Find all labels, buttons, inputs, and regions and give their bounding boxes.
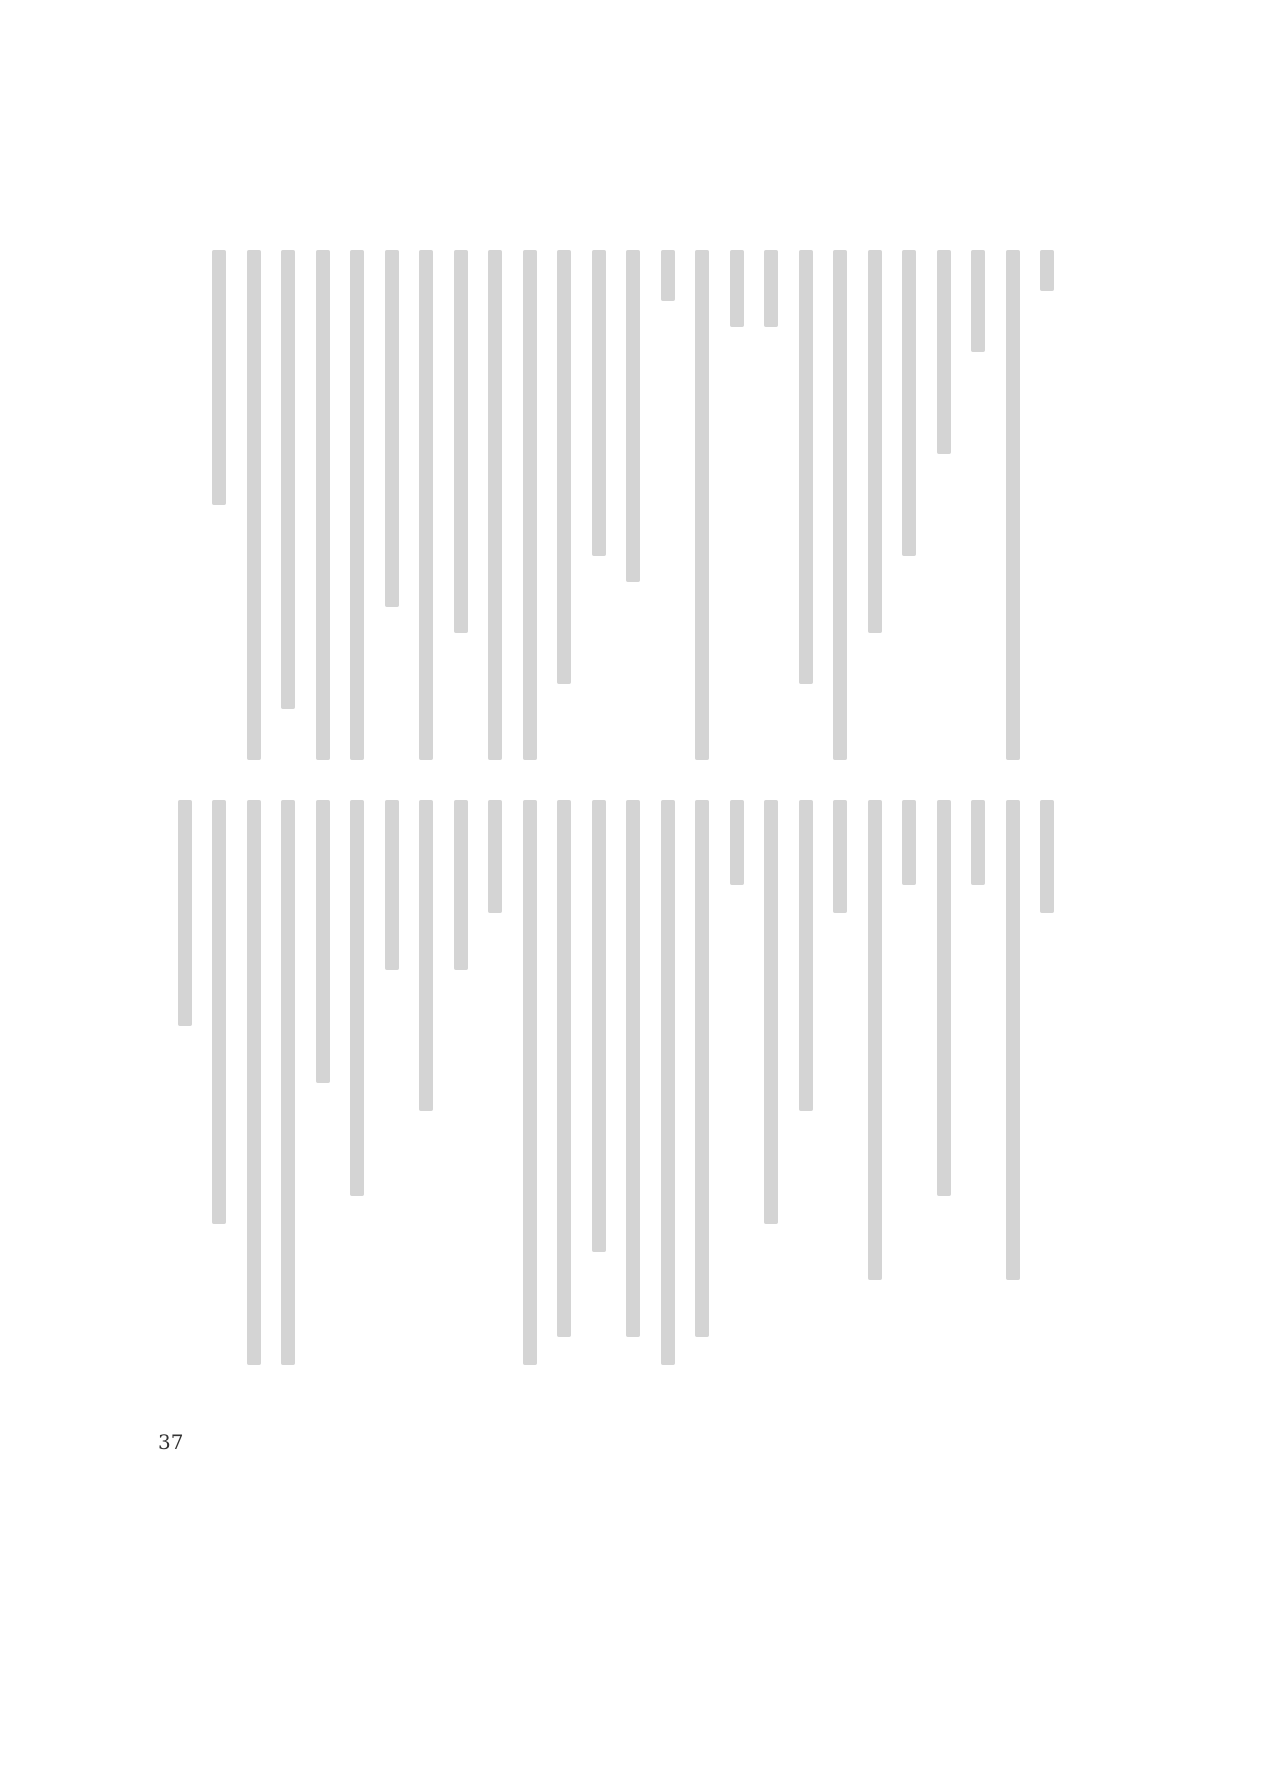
- text-column-placeholder: [247, 250, 261, 760]
- text-column-placeholder: [419, 250, 433, 760]
- text-column-placeholder: [868, 250, 882, 633]
- text-column-placeholder: [281, 250, 295, 709]
- text-column-placeholder: [833, 250, 847, 760]
- text-column-placeholder: [557, 250, 571, 684]
- text-column-placeholder: [730, 250, 744, 327]
- text-column-placeholder: [385, 800, 399, 970]
- text-column-placeholder: [868, 800, 882, 1280]
- text-column-placeholder: [1006, 800, 1020, 1280]
- text-column-placeholder: [626, 800, 640, 1337]
- text-column-placeholder: [488, 250, 502, 760]
- text-column-placeholder: [902, 250, 916, 556]
- text-column-placeholder: [661, 250, 675, 301]
- text-column-placeholder: [557, 800, 571, 1337]
- text-column-placeholder: [764, 800, 778, 1224]
- text-column-placeholder: [764, 250, 778, 327]
- text-column-placeholder: [247, 800, 261, 1365]
- text-column-placeholder: [281, 800, 295, 1365]
- text-column-placeholder: [419, 800, 433, 1111]
- text-column-placeholder: [833, 800, 847, 913]
- text-column-placeholder: [212, 250, 226, 505]
- text-column-placeholder: [592, 250, 606, 556]
- page-number: 37: [158, 1430, 184, 1454]
- text-column-placeholder: [730, 800, 744, 885]
- text-column-placeholder: [799, 250, 813, 684]
- text-column-placeholder: [385, 250, 399, 607]
- text-column-placeholder: [592, 800, 606, 1252]
- text-column-placeholder: [937, 250, 951, 454]
- text-column-placeholder: [454, 800, 468, 970]
- text-column-placeholder: [626, 250, 640, 582]
- text-column-placeholder: [971, 800, 985, 885]
- text-column-placeholder: [523, 250, 537, 760]
- text-column-placeholder: [902, 800, 916, 885]
- text-column-placeholder: [454, 250, 468, 633]
- text-column-placeholder: [937, 800, 951, 1196]
- text-column-placeholder: [523, 800, 537, 1365]
- text-column-placeholder: [212, 800, 226, 1224]
- text-column-placeholder: [695, 250, 709, 760]
- text-column-placeholder: [1006, 250, 1020, 760]
- text-column-placeholder: [695, 800, 709, 1337]
- text-column-placeholder: [971, 250, 985, 352]
- text-column-placeholder: [350, 250, 364, 760]
- text-column-placeholder: [178, 800, 192, 1026]
- text-column-placeholder: [316, 250, 330, 760]
- text-column-placeholder: [799, 800, 813, 1111]
- text-column-placeholder: [350, 800, 364, 1196]
- text-column-placeholder: [1040, 800, 1054, 913]
- text-column-placeholder: [488, 800, 502, 913]
- text-column-placeholder: [316, 800, 330, 1083]
- text-column-placeholder: [1040, 250, 1054, 291]
- text-column-placeholder: [661, 800, 675, 1365]
